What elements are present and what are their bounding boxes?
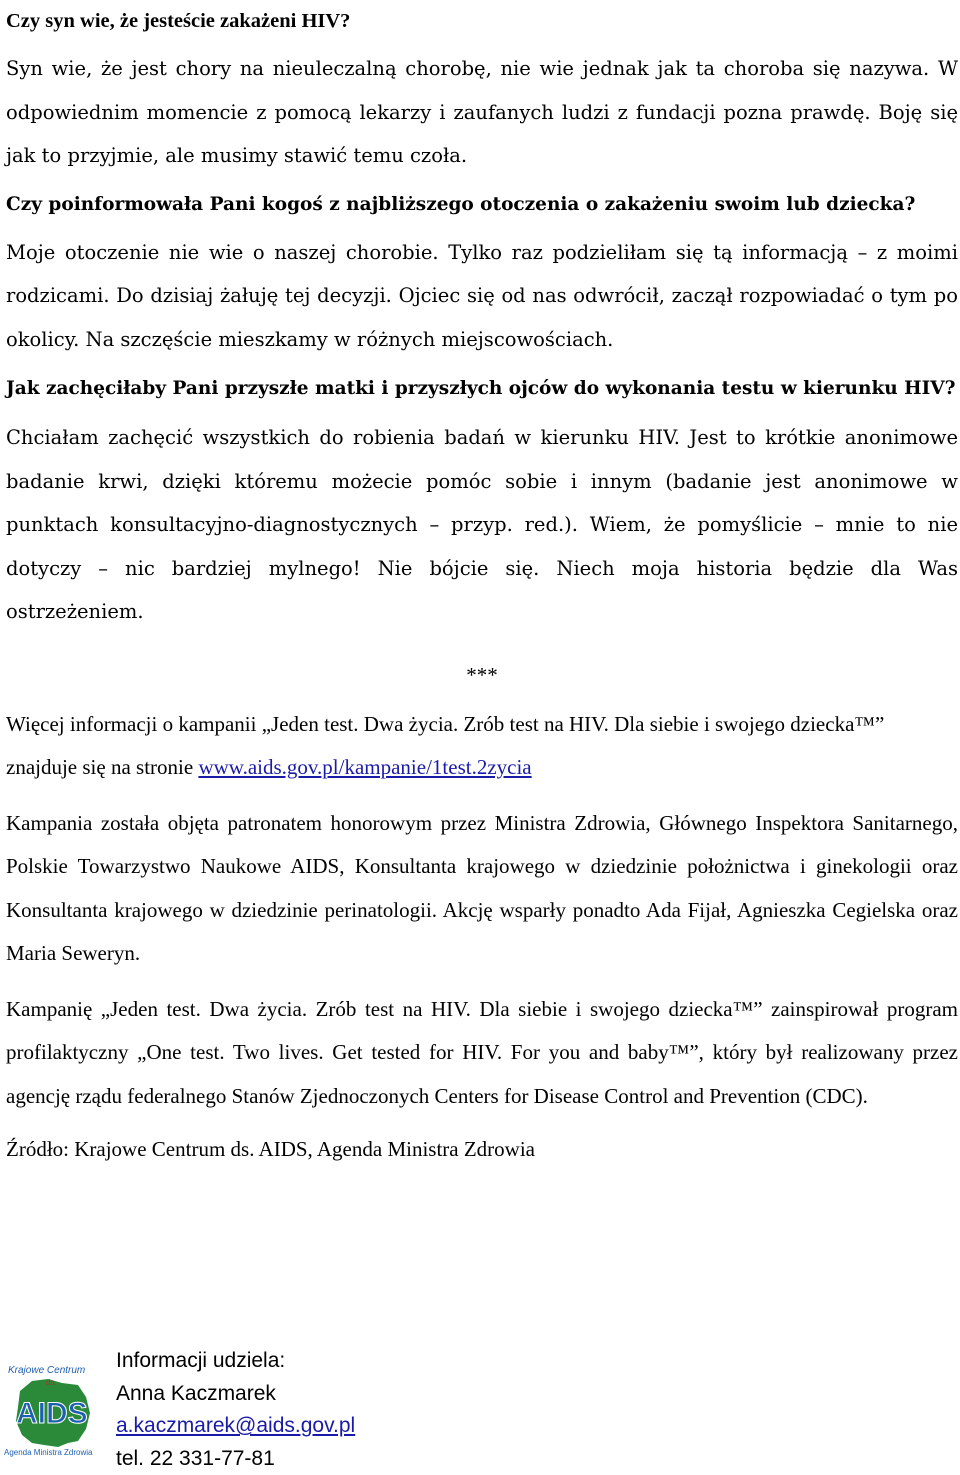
answer-2: Moje otoczenie nie wie o naszej chorobie. Tylko raz podzieliłam się tą informacją – z moimi rodzicami. Do dzisiaj żałuję tej decyzji. Ojciec się od nas odwrócił, zaczął rozpowiadać o tym po okolicy. Na szczęście mieszkamy w różnych miejscowościach. [6, 231, 958, 362]
separator: *** [6, 654, 958, 697]
question-3: Jak zachęciłaby Pani przyszłe matki i przyszłych ojców do wykonania testu w kierunku HIV? [6, 367, 958, 410]
poland-map-icon [2, 1351, 98, 1461]
answer-3: Chciałam zachęcić wszystkich do robienia badań w kierunku HIV. Jest to krótkie anonimowe badanie krwi, dzięki któremu możecie pomóc sobie i innym (badanie jest anonimowe w punktach konsultacyjno-diagnostycznych – przyp. red.). Wiem, że pomyślicie – mnie to nie dotyczy – nic bardziej mylnego! Nie bójcie się. Niech moja historia będzie dla Was ostrzeżeniem. [6, 416, 958, 634]
inspiration-paragraph: Kampanię „Jeden test. Dwa życia. Zrób test na HIV. Dla siebie i swojego dziecka™” zainspirował program profilaktyczny „One test. Two lives. Get tested for HIV. For you and baby™”, który był realizowany przez agencję rządu federalnego Stanów Zjednoczonych Centers for Disease Control and Prevention (CDC). [6, 988, 958, 1119]
contact-block [116, 1345, 355, 1475]
answer-1: Syn wie, że jest chory na nieuleczalną chorobę, nie wie jednak jak ta choroba się nazywa. W odpowiednim momencie z pomocą lekarzy i zaufanych ludzi z fundacji pozna prawdę. Boję się jak to przyjmie, ale musimy stawić temu czoła. [6, 47, 958, 178]
document-page [6, 0, 958, 1172]
source-line: Źródło: Krajowe Centrum ds. AIDS, Agenda Ministra Zdrowia [6, 1128, 958, 1172]
patronage-paragraph: Kampania została objęta patronatem honorowym przez Ministra Zdrowia, Głównego Inspektora Sanitarnego, Polskie Towarzystwo Naukowe AIDS, Konsultanta krajowego w dziedzinie położnictwa i ginekologii oraz Konsultanta krajowego w dziedzinie perinatologii. Akcję wsparły ponadto Ada Fijał, Agnieszka Cegielska oraz Maria Seweryn. [6, 802, 958, 976]
more-info-text: Więcej informacji o kampanii „Jeden test. Dwa życia. Zrób test na HIV. Dla siebie i swojego dziecka™” znajduje się na stronie [6, 712, 884, 780]
logo-ds: ds. [46, 1378, 57, 1387]
footer [0, 1345, 960, 1462]
campaign-link[interactable]: www.aids.gov.pl/kampanie/1test.2zycia [198, 755, 531, 779]
contact-email-link[interactable]: a.kaczmarek@aids.gov.pl [116, 1414, 355, 1437]
question-1: Czy syn wie, że jesteście zakażeni HIV? [6, 0, 958, 43]
logo-main: AIDS [16, 1397, 88, 1430]
contact-label: Informacji udziela: [116, 1345, 355, 1378]
logo-ring-text: Krajowe Centrum [8, 1365, 85, 1376]
more-info-paragraph [6, 703, 958, 790]
contact-phone: tel. 22 331-77-81 [116, 1443, 355, 1475]
logo-sub: Agenda Ministra Zdrowia [4, 1448, 93, 1457]
question-2: Czy poinformowała Pani kogoś z najbliższego otoczenia o zakażeniu swoim lub dziecka? [6, 183, 958, 226]
contact-name: Anna Kaczmarek [116, 1378, 355, 1411]
aids-centre-logo [2, 1351, 98, 1461]
